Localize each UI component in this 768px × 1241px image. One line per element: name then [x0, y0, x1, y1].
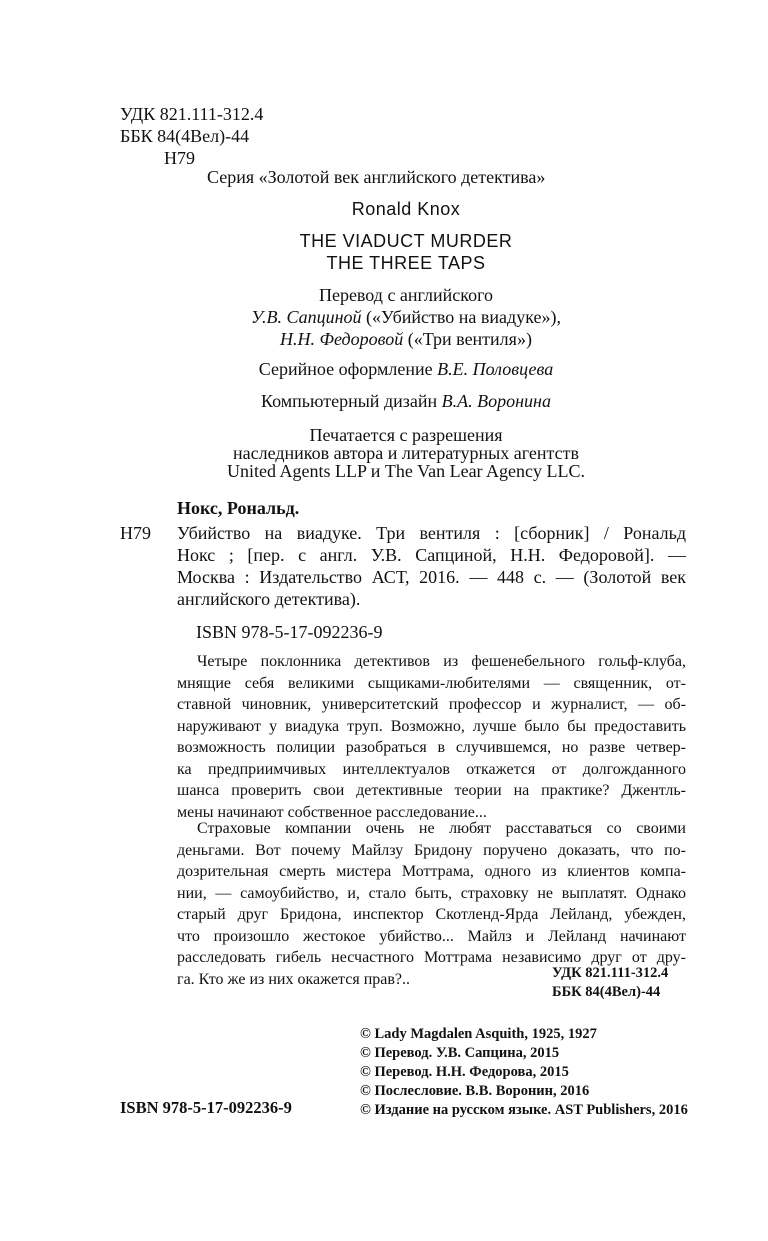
translator-1-name: У.В. Сапциной [251, 307, 362, 327]
catalog-isbn: ISBN 978-5-17-092236-9 [196, 622, 383, 642]
series-title: Серия «Золотой век английского детектива» [207, 167, 546, 187]
annotation-2-line: нии, — самоубийство, и, стало быть, страховку не выплатят. Однако [177, 884, 686, 902]
computer-design-label: Компьютерный дизайн [261, 391, 442, 411]
catalog-line-1: Убийство на виадуке. Три вентиля : [сборник] / Рональд [177, 523, 686, 543]
translation-intro: Перевод с английского [318, 285, 494, 305]
series-design-label: Серийное оформление [258, 359, 438, 379]
annotation-1-line: ка предприимчивых интеллектуалов откажется от долгожданного [177, 760, 686, 778]
copyright-line: © Lady Magdalen Asquith, 1925, 1927 [360, 1026, 597, 1042]
author-mark: Н79 [164, 148, 195, 168]
series-design-credit [120, 358, 692, 380]
annotation-1-line: возможность полиции разобраться в случившемся, но разве четвер- [177, 739, 686, 756]
catalog-line-4: английского детектива). [177, 589, 361, 609]
footer-isbn: ISBN 978-5-17-092236-9 [120, 1098, 292, 1117]
annotation-1-line: Четыре поклонника детективов из фешенебельного гольф-клуба, [197, 653, 686, 670]
annotation-2-line: деньгами. Вот почему Майлзу Бридону поручено доказать, что по- [177, 841, 686, 859]
catalog-line-3: Москва : Издательство АСТ, 2016. — 448 с. — (Золотой век [177, 567, 686, 587]
copyright-line: © Перевод. Н.Н. Федорова, 2015 [360, 1064, 569, 1080]
footer-bbk-code: ББК 84(4Вел)-44 [552, 984, 661, 1000]
translator-2-credit [120, 328, 692, 350]
computer-design-name: В.А. Воронина [441, 391, 551, 411]
original-title-2: THE THREE TAPS [326, 253, 486, 273]
copyright-line: © Послесловие. В.В. Воронин, 2016 [360, 1083, 590, 1099]
computer-design-credit [120, 390, 692, 412]
translator-1-credit [120, 306, 692, 328]
annotation-2-line: га. Кто же из них окажется прав?.. [177, 970, 411, 988]
annotation-2-line: что произошло жестокое убийство... Майлз и Лейланд начинают [177, 927, 686, 945]
permission-line-1: Печатается с разрешения [309, 425, 503, 445]
annotation-1-line: наруживают у виадука труп. Возможно, лучше было бы предоставить [177, 717, 686, 735]
catalog-line-2: Нокс ; [пер. с англ. У.В. Сапциной, Н.Н. Федоровой]. — [177, 545, 686, 565]
translator-1-work: («Убийство на виадуке»), [361, 307, 561, 327]
original-title-1: THE VIADUCT MURDER [299, 231, 513, 251]
annotation-2-line: дозрительная смерть мистера Моттрама, одного из клиентов компа- [177, 863, 686, 880]
annotation-2-line: старый друг Бридона, инспектор Скотленд-Ярда Лейланд, убежден, [177, 906, 686, 923]
permission-line-2: наследников автора и литературных агентств [233, 443, 579, 463]
annotation-2-line: Страховые компании очень не любят расставаться со своими [197, 820, 686, 837]
catalog-author-heading: Нокс, Рональд. [177, 498, 300, 518]
annotation-1 [177, 651, 686, 823]
udk-code: УДК 821.111-312.4 [120, 104, 264, 124]
annotation-1-line: ставной чиновник, университетский профессор и журналист, — об- [177, 696, 686, 713]
translator-2-work: («Три вентиля») [403, 329, 532, 349]
permission-line-3: United Agents LLP и The Van Lear Agency LLC. [226, 461, 586, 481]
catalog-mark: Н79 [120, 523, 151, 543]
copyright-line: © Издание на русском языке. AST Publishers, 2016 [360, 1102, 688, 1118]
annotation-1-line: шанса проверить свои детективные теории на практике? Джентль- [177, 782, 686, 799]
annotation-2-line: расследовать гибель несчастного Моттрама независимо друг от дру- [177, 949, 686, 966]
series-design-name: В.Е. Половцева [437, 359, 554, 379]
annotation-1-line: мены начинают собственное расследование... [177, 803, 487, 821]
footer-udk-code: УДК 821.111-312.4 [552, 965, 669, 981]
copyright-line: © Перевод. У.В. Сапцина, 2015 [360, 1045, 560, 1061]
translator-2-name: Н.Н. Федоровой [280, 329, 404, 349]
original-author: Ronald Knox [351, 199, 461, 219]
bbk-code: ББК 84(4Вел)-44 [120, 126, 250, 146]
annotation-1-line: мнящие себя великими сыщиками-любителями — священник, от- [177, 674, 686, 692]
